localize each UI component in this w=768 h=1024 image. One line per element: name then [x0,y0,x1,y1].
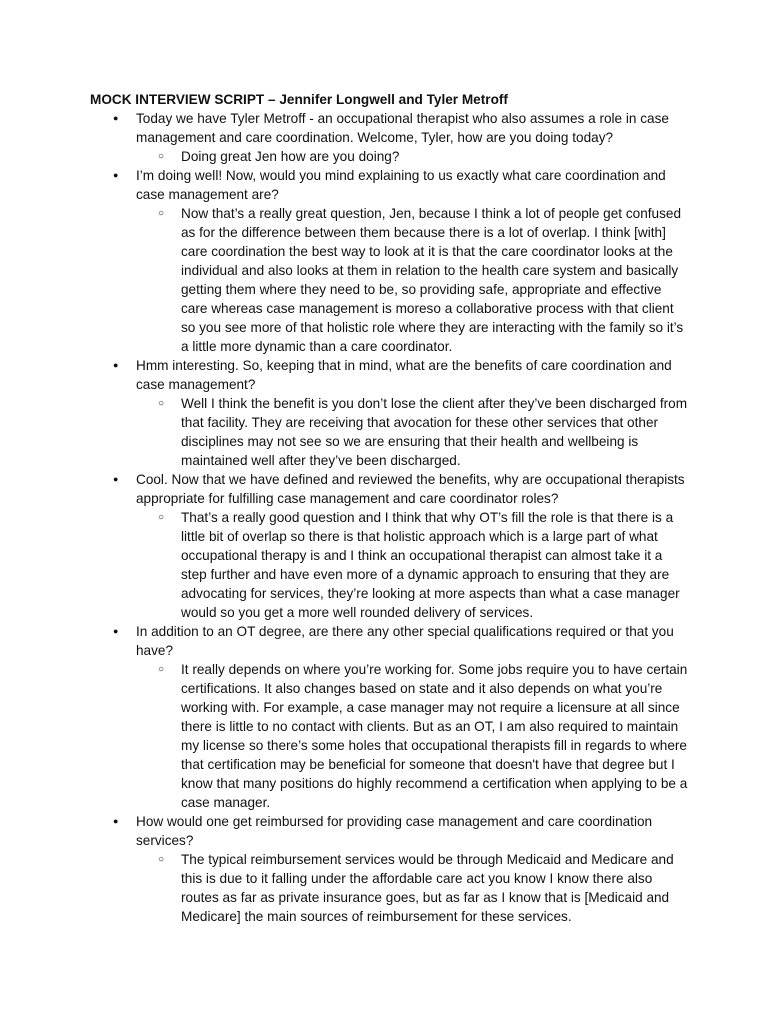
answer-item [136,660,690,812]
hollow-bullet-icon: ○ [158,512,165,523]
question-text: Today we have Tyler Metroff - an occupational therapist who also assumes a role in case management and care coordination. Welcome, Tyler, how are you doing today? [136,111,669,145]
filled-bullet-icon: ● [113,113,119,123]
hollow-bullet-icon: ○ [158,854,165,865]
filled-bullet-icon: ● [113,360,119,370]
question-text: Hmm interesting. So, keeping that in mind, what are the benefits of care coordination and case management? [136,358,672,392]
answer-text: Well I think the benefit is you don’t lose the client after they’ve been discharged from that facility. They are receiving that avocation for these other services that other disciplines may not see so we are ensuring that their health and wellbeing is maintained well after they’ve been discharged. [181,396,688,468]
answer-list [136,660,690,812]
answer-text: Doing great Jen how are you doing? [181,149,400,164]
hollow-bullet-icon: ○ [158,151,165,162]
document-page [90,90,690,926]
answer-text: Now that’s a really great question, Jen, because I think a lot of people get confused as for the difference between them because there is a lot of overlap. I think [with] care coordination the best way to look at it is that the care coordinator looks at the individual and also looks at them in relation to the health care system and basically getting them where they need to be, so providing safe, appropriate and effective care whereas case management is moreso a collaborative process with that client so you see more of that holistic role where they are interacting with the family so it’s a little more dynamic than a care coordinator. [181,206,684,354]
answer-text: That’s a really good question and I think that why OT’s fill the role is that there is a little bit of overlap so there is that holistic approach which is a large part of what occupational therapy is and I think an occupational therapist can almost take it a step further and have even more of a dynamic approach to ensuring that they are advocating for services, they’re looking at more aspects than what a case manager would so you get a more well rounded delivery of services. [181,510,680,620]
answer-list [136,204,690,356]
interview-item-1 [90,109,690,166]
filled-bullet-icon: ● [113,626,119,636]
hollow-bullet-icon: ○ [158,208,165,219]
hollow-bullet-icon: ○ [158,664,165,675]
interview-item-5 [90,622,690,812]
question-text: Cool. Now that we have defined and reviewed the benefits, why are occupational therapists appropriate for fulfilling case management and care coordinator roles? [136,472,685,506]
filled-bullet-icon: ● [113,170,119,180]
question-text: How would one get reimbursed for providing case management and care coordination services? [136,814,653,848]
interview-list [90,109,690,926]
answer-list [136,394,690,470]
interview-item-2 [90,166,690,356]
interview-item-4 [90,470,690,622]
question-text: I’m doing well! Now, would you mind explaining to us exactly what care coordination and case management are? [136,168,666,202]
answer-item [136,394,690,470]
interview-item-3 [90,356,690,470]
hollow-bullet-icon: ○ [158,398,165,409]
filled-bullet-icon: ● [113,816,119,826]
answer-item [136,850,690,926]
answer-item [136,508,690,622]
interview-item-6 [90,812,690,926]
answer-list [136,508,690,622]
answer-text: The typical reimbursement services would be through Medicaid and Medicare and this is due to it falling under the affordable care act you know I know there also routes as far as private insurance goes, but as far as I know that is [Medicaid and Medicare] the main sources of reimbursement for these services. [181,852,674,924]
answer-list [136,850,690,926]
document-title: MOCK INTERVIEW SCRIPT – Jennifer Longwell and Tyler Metroff [90,92,508,107]
question-text: In addition to an OT degree, are there any other special qualifications required or that you have? [136,624,674,658]
answer-list [136,147,690,166]
answer-item [136,147,690,166]
answer-text: It really depends on where you’re working for. Some jobs require you to have certain certifications. It also changes based on state and it also depends on what you’re working with. For example, a case manager may not require a licensure at all since there is little to no contact with clients. But as an OT, I am also required to maintain my license so there’s some holes that occupational therapists fill in regards to where that certification may be beneficial for someone that doesn't have that degree but I know that many positions do highly recommend a certification when applying to be a case manager. [181,662,688,810]
filled-bullet-icon: ● [113,474,119,484]
answer-item [136,204,690,356]
